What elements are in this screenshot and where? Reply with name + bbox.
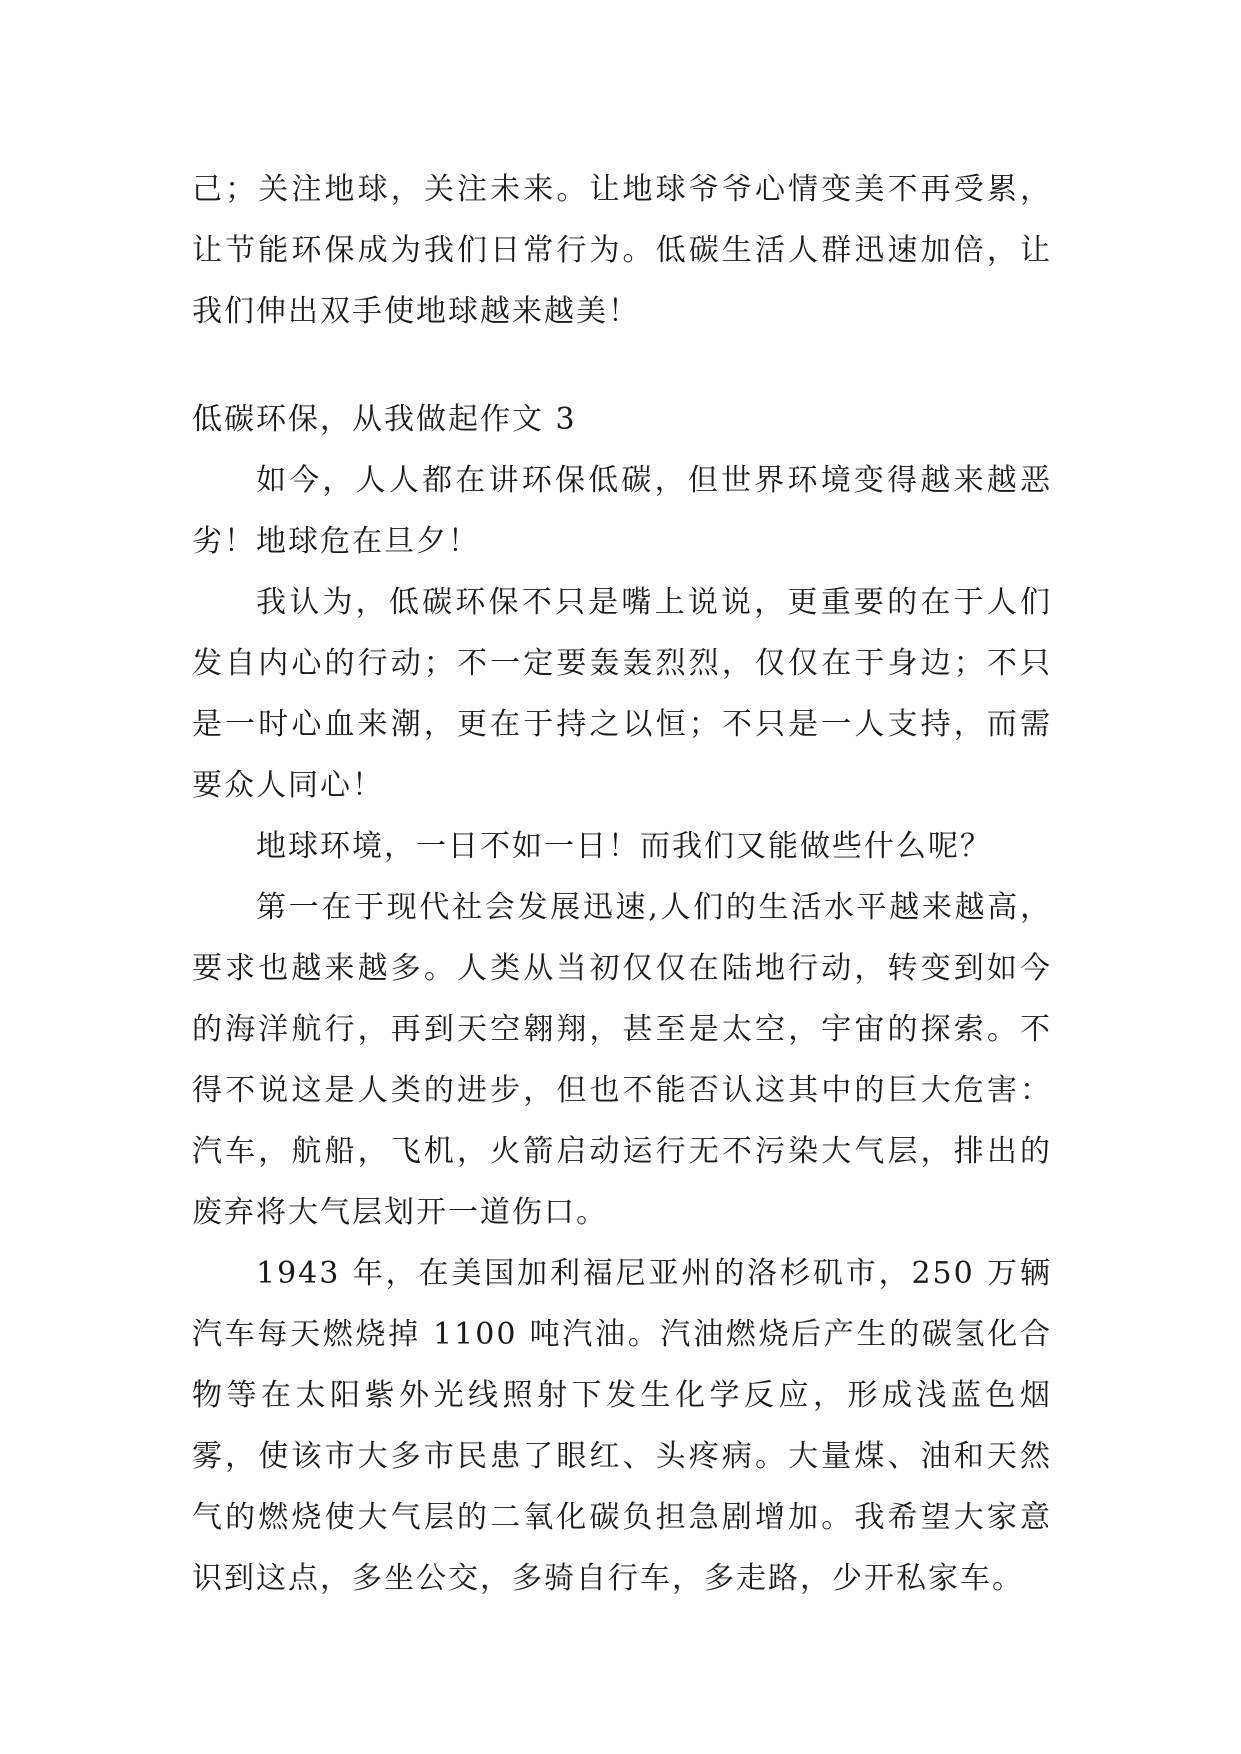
paragraph-3: 地球环境，一日不如一日！而我们又能做些什么呢？: [256, 829, 992, 864]
paragraph-4: 第一在于现代社会发展迅速,人们的生活水平越来越高，要求也越来越多。人类从当初仅仅在陆地行动，转变到如今的海洋航行，再到天空翱翔，甚至是太空，宇宙的探索。不得不说这是人类的进步，但也不能否认这其中的巨大危害：汽车，航船，飞机，火箭启动运行无不污染大气层，排出的废弃将大气层划开一道伤口。: [192, 890, 1052, 1230]
continued-paragraph-block: [192, 159, 1052, 342]
paragraph-1: 如今，人人都在讲环保低碳，但世界环境变得越来越恶劣！地球危在旦夕！: [192, 463, 1052, 559]
section-title-block: [192, 389, 1052, 450]
continued-paragraph: 己；关注地球，关注未来。让地球爷爷心情变美不再受累，让节能环保成为我们日常行为。低碳生活人群迅速加倍，让我们伸出双手使地球越来越美！: [192, 172, 1052, 329]
essay-body: [192, 450, 1052, 1609]
paragraph-5: 1943 年，在美国加利福尼亚州的洛杉矶市，250 万辆汽车每天燃烧掉 1100 吨汽油。汽油燃烧后产生的碳氢化合物等在太阳紫外光线照射下发生化学反应，形成浅蓝色烟雾，使该市大多市民患了眼红、头疼病。大量煤、油和天然气的燃烧使大气层的二氧化碳负担急剧增加。我希望大家意识到这点，多坐公交，多骑自行车，多走路，少开私家车。: [192, 1256, 1052, 1596]
section-title: 低碳环保，从我做起作文 3: [192, 402, 577, 437]
paragraph-2: 我认为，低碳环保不只是嘴上说说，更重要的在于人们发自内心的行动；不一定要轰轰烈烈，仅仅在于身边；不只是一时心血来潮，更在于持之以恒；不只是一人支持，而需要众人同心！: [192, 585, 1052, 803]
